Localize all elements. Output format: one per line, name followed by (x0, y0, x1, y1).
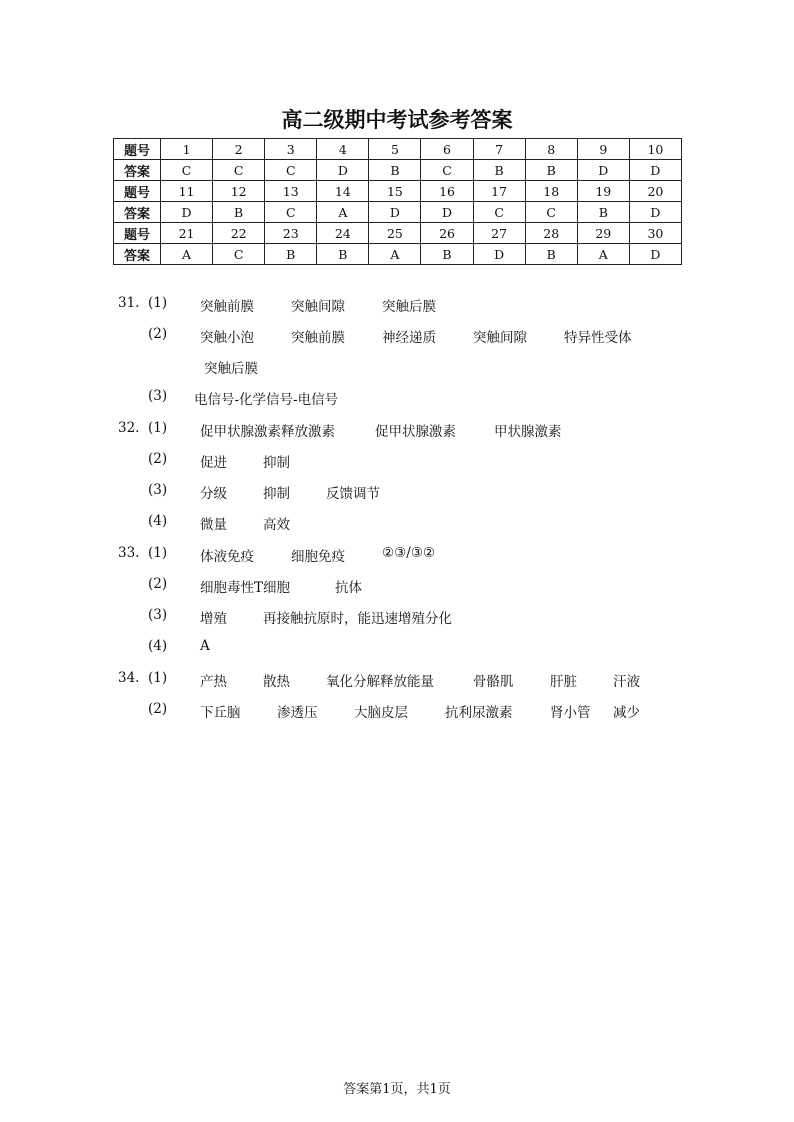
page-title: 高二级期中考试参考答案 (281, 108, 513, 132)
answer-item: 突触间隙 (473, 330, 527, 346)
answer-item: 细胞免疫 (291, 549, 345, 565)
answer-item: 突触前膜 (200, 299, 254, 315)
answer-item: 减少 (613, 705, 640, 721)
table-cell: C (213, 244, 265, 265)
answer-item: 突触前膜 (291, 330, 345, 346)
table-cell: A (369, 244, 421, 265)
answer-item: 特异性受体 (564, 330, 632, 346)
table-cell: 13 (265, 181, 317, 202)
table-row (114, 244, 682, 265)
table-cell: 3 (265, 139, 317, 160)
answer-item: 氧化分解释放能量 (326, 674, 434, 690)
table-cell: D (317, 160, 369, 181)
answer-item: 抗利尿激素 (445, 705, 513, 721)
table-cell: C (525, 202, 577, 223)
answer-item: 渗透压 (277, 705, 318, 721)
table-cell: 21 (161, 223, 213, 244)
table-cell: 22 (213, 223, 265, 244)
table-row (114, 223, 682, 244)
question-number: 31. (118, 295, 140, 311)
table-cell: 23 (265, 223, 317, 244)
answer-item: 突触间隙 (291, 299, 345, 315)
answer-item: ②③/③② (382, 545, 435, 561)
sub-number: (3) (148, 607, 168, 623)
answer-item: 神经递质 (382, 330, 436, 346)
table-cell: B (525, 160, 577, 181)
answer-item: 肾小管 (550, 705, 591, 721)
table-cell: C (265, 202, 317, 223)
answer-item: 甲状腺激素 (494, 424, 562, 440)
row-label: 答案 (114, 202, 161, 223)
table-cell: 9 (577, 139, 629, 160)
table-cell: 27 (473, 223, 525, 244)
question-number: 32. (118, 420, 140, 436)
answer-item: 突触后膜 (204, 361, 258, 377)
sub-number: (1) (148, 545, 168, 561)
sub-number: (2) (148, 701, 168, 717)
sub-number: (2) (148, 451, 168, 467)
table-cell: 26 (421, 223, 473, 244)
row-label: 答案 (114, 244, 161, 265)
table-cell: 11 (161, 181, 213, 202)
table-cell: 7 (473, 139, 525, 160)
answer-item: 再接触抗原时，能迅速增殖分化 (263, 611, 452, 627)
table-cell: 17 (473, 181, 525, 202)
table-cell: C (421, 160, 473, 181)
sub-number: (4) (148, 638, 168, 654)
table-cell: C (213, 160, 265, 181)
table-cell: D (421, 202, 473, 223)
table-cell: 15 (369, 181, 421, 202)
table-cell: C (161, 160, 213, 181)
table-cell: 16 (421, 181, 473, 202)
table-cell: A (577, 244, 629, 265)
table-cell: 1 (161, 139, 213, 160)
table-cell: B (317, 244, 369, 265)
table-cell: B (525, 244, 577, 265)
table-cell: 6 (421, 139, 473, 160)
sub-number: (1) (148, 420, 168, 436)
answer-item: 散热 (263, 674, 290, 690)
row-label: 答案 (114, 160, 161, 181)
answer-item: 突触后膜 (382, 299, 436, 315)
answer-item: 分级 (200, 486, 227, 502)
table-cell: C (473, 202, 525, 223)
table-cell: 29 (577, 223, 629, 244)
sub-number: (2) (148, 326, 168, 342)
table-row (114, 160, 682, 181)
table-row (114, 181, 682, 202)
table-cell: 4 (317, 139, 369, 160)
sub-number: (2) (148, 576, 168, 592)
table-cell: 14 (317, 181, 369, 202)
answer-item: 抑制 (263, 455, 290, 471)
table-cell: 30 (629, 223, 681, 244)
answer-item: 细胞毒性T细胞 (200, 580, 291, 596)
table-cell: 19 (577, 181, 629, 202)
table-cell: B (421, 244, 473, 265)
row-label: 题号 (114, 139, 161, 160)
table-cell: A (317, 202, 369, 223)
table-cell: 24 (317, 223, 369, 244)
question-number: 33. (118, 545, 140, 561)
table-cell: 18 (525, 181, 577, 202)
table-cell: D (577, 160, 629, 181)
table-cell: 25 (369, 223, 421, 244)
question-number: 34. (118, 670, 140, 686)
row-label: 题号 (114, 181, 161, 202)
answer-item: 抗体 (335, 580, 362, 596)
table-cell: 8 (525, 139, 577, 160)
answer-item: 突触小泡 (200, 330, 254, 346)
table-cell: 20 (629, 181, 681, 202)
answer-item: 体液免疫 (200, 549, 254, 565)
answer-item: 抑制 (263, 486, 290, 502)
answer-item: 产热 (200, 674, 227, 690)
table-cell: 10 (629, 139, 681, 160)
table-row (114, 202, 682, 223)
table-row (114, 139, 682, 160)
answer-item: 肝脏 (550, 674, 577, 690)
table-cell: C (265, 160, 317, 181)
answer-item: A (200, 638, 210, 654)
table-cell: 12 (213, 181, 265, 202)
table-cell: B (213, 202, 265, 223)
table-cell: 5 (369, 139, 421, 160)
answer-table (113, 138, 682, 265)
answer-item: 下丘脑 (200, 705, 241, 721)
table-cell: B (473, 160, 525, 181)
answer-item: 促甲状腺激素释放激素 (200, 424, 335, 440)
answer-item: 促甲状腺激素 (375, 424, 456, 440)
table-cell: D (629, 244, 681, 265)
answer-item: 高效 (263, 517, 290, 533)
sub-number: (3) (148, 388, 168, 404)
table-cell: D (629, 160, 681, 181)
answer-item: 微量 (200, 517, 227, 533)
table-cell: D (369, 202, 421, 223)
answer-item: 反馈调节 (326, 486, 380, 502)
sub-number: (1) (148, 670, 168, 686)
sub-number: (4) (148, 513, 168, 529)
answer-item: 大脑皮层 (354, 705, 408, 721)
table-cell: B (369, 160, 421, 181)
table-cell: 28 (525, 223, 577, 244)
answer-item: 骨骼肌 (473, 674, 514, 690)
row-label: 题号 (114, 223, 161, 244)
answer-item: 汗液 (613, 674, 640, 690)
answer-item: 促进 (200, 455, 227, 471)
table-cell: D (629, 202, 681, 223)
table-cell: D (473, 244, 525, 265)
table-cell: A (161, 244, 213, 265)
sub-number: (3) (148, 482, 168, 498)
table-cell: B (265, 244, 317, 265)
answer-item: 增殖 (200, 611, 227, 627)
answer-item: 电信号-化学信号-电信号 (194, 392, 339, 408)
table-cell: D (161, 202, 213, 223)
table-cell: B (577, 202, 629, 223)
page-footer: 答案第1页，共1页 (343, 1082, 451, 1097)
sub-number: (1) (148, 295, 168, 311)
table-cell: 2 (213, 139, 265, 160)
